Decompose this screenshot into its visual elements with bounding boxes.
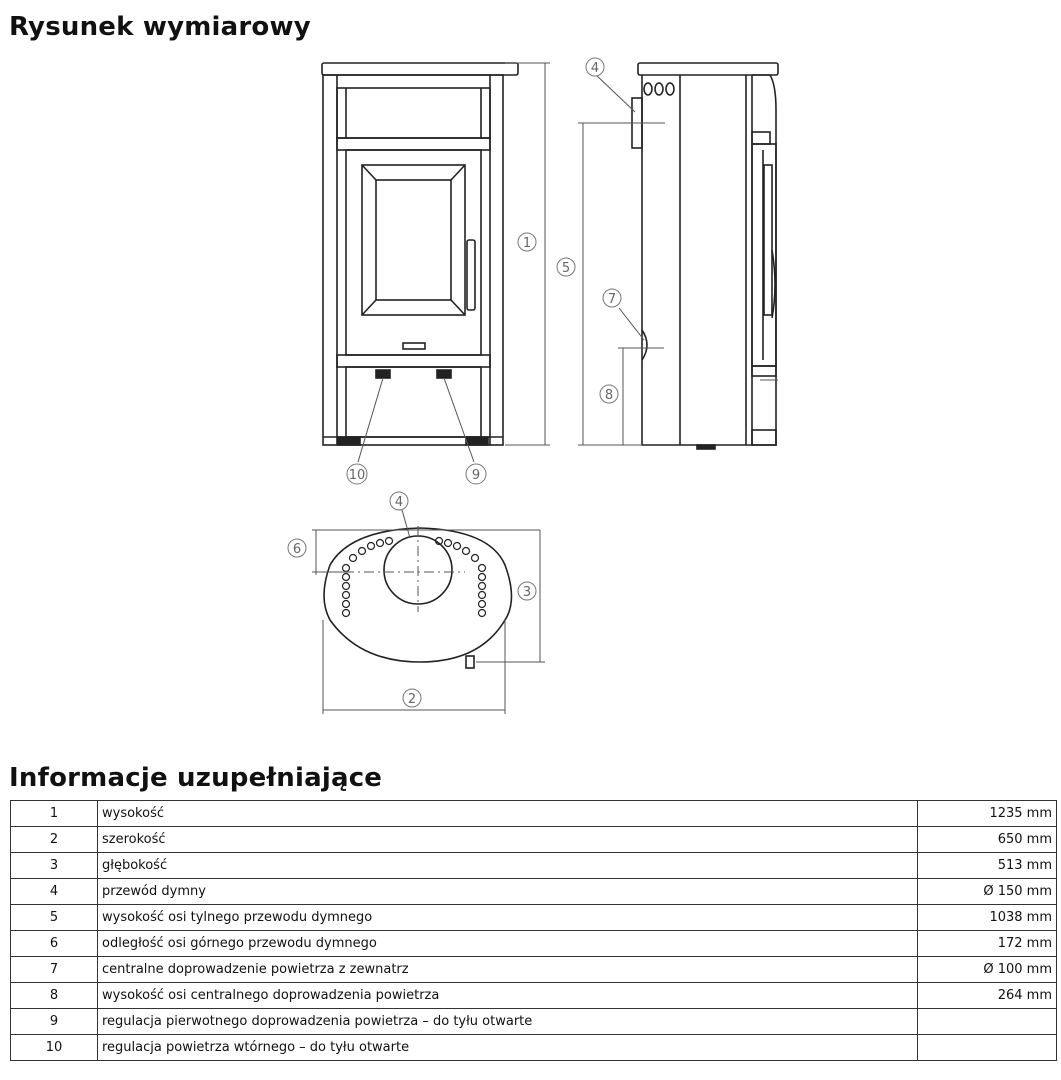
row-label: przewód dymny: [98, 879, 918, 905]
row-number: 6: [11, 931, 98, 957]
table-row: [11, 931, 1057, 957]
row-label: wysokość osi tylnego przewodu dymnego: [98, 905, 918, 931]
row-number: 1: [11, 801, 98, 827]
row-number: 7: [11, 957, 98, 983]
table-row: [11, 957, 1057, 983]
row-number: 5: [11, 905, 98, 931]
callout-9: 9: [471, 468, 481, 483]
section-title: Informacje uzupełniające: [9, 763, 383, 793]
row-value: Ø 150 mm: [918, 879, 1057, 905]
callout-4-top: 4: [394, 495, 404, 510]
row-number: 3: [11, 853, 98, 879]
row-value: Ø 100 mm: [918, 957, 1057, 983]
row-value: 264 mm: [918, 983, 1057, 1009]
callout-10: 10: [348, 468, 366, 483]
table-row: [11, 1035, 1057, 1061]
callout-1: 1: [522, 236, 532, 251]
table-row: [11, 879, 1057, 905]
front-view: [322, 63, 518, 445]
row-label: regulacja pierwotnego doprowadzenia powietrza – do tyłu otwarte: [98, 1009, 918, 1035]
page-title: Rysunek wymiarowy: [9, 12, 311, 42]
callout-4: 4: [590, 61, 600, 76]
side-view: [632, 63, 778, 449]
callout-2: 2: [407, 692, 417, 707]
row-label: regulacja powietrza wtórnego – do tyłu otwarte: [98, 1035, 918, 1061]
row-label: wysokość osi centralnego doprowadzenia powietrza: [98, 983, 918, 1009]
table-row: [11, 801, 1057, 827]
row-value: [918, 1009, 1057, 1035]
row-value: 1038 mm: [918, 905, 1057, 931]
row-number: 2: [11, 827, 98, 853]
row-label: szerokość: [98, 827, 918, 853]
table-row: [11, 853, 1057, 879]
callout-6: 6: [292, 542, 302, 557]
callout-7: 7: [607, 292, 617, 307]
table-row: [11, 827, 1057, 853]
row-number: 8: [11, 983, 98, 1009]
row-label: odległość osi górnego przewodu dymnego: [98, 931, 918, 957]
table-row: [11, 983, 1057, 1009]
row-value: 650 mm: [918, 827, 1057, 853]
row-value: 172 mm: [918, 931, 1057, 957]
info-table: [10, 800, 1057, 1061]
callout-5: 5: [561, 261, 571, 276]
row-label: centralne doprowadzenie powietrza z zewnatrz: [98, 957, 918, 983]
row-number: 4: [11, 879, 98, 905]
callout-3: 3: [522, 585, 532, 600]
callout-8: 8: [604, 388, 614, 403]
row-value: 1235 mm: [918, 801, 1057, 827]
table-row: [11, 1009, 1057, 1035]
row-number: 9: [11, 1009, 98, 1035]
row-value: 513 mm: [918, 853, 1057, 879]
row-value: [918, 1035, 1057, 1061]
table-row: [11, 905, 1057, 931]
row-label: głębokość: [98, 853, 918, 879]
row-number: 10: [11, 1035, 98, 1061]
row-label: wysokość: [98, 801, 918, 827]
